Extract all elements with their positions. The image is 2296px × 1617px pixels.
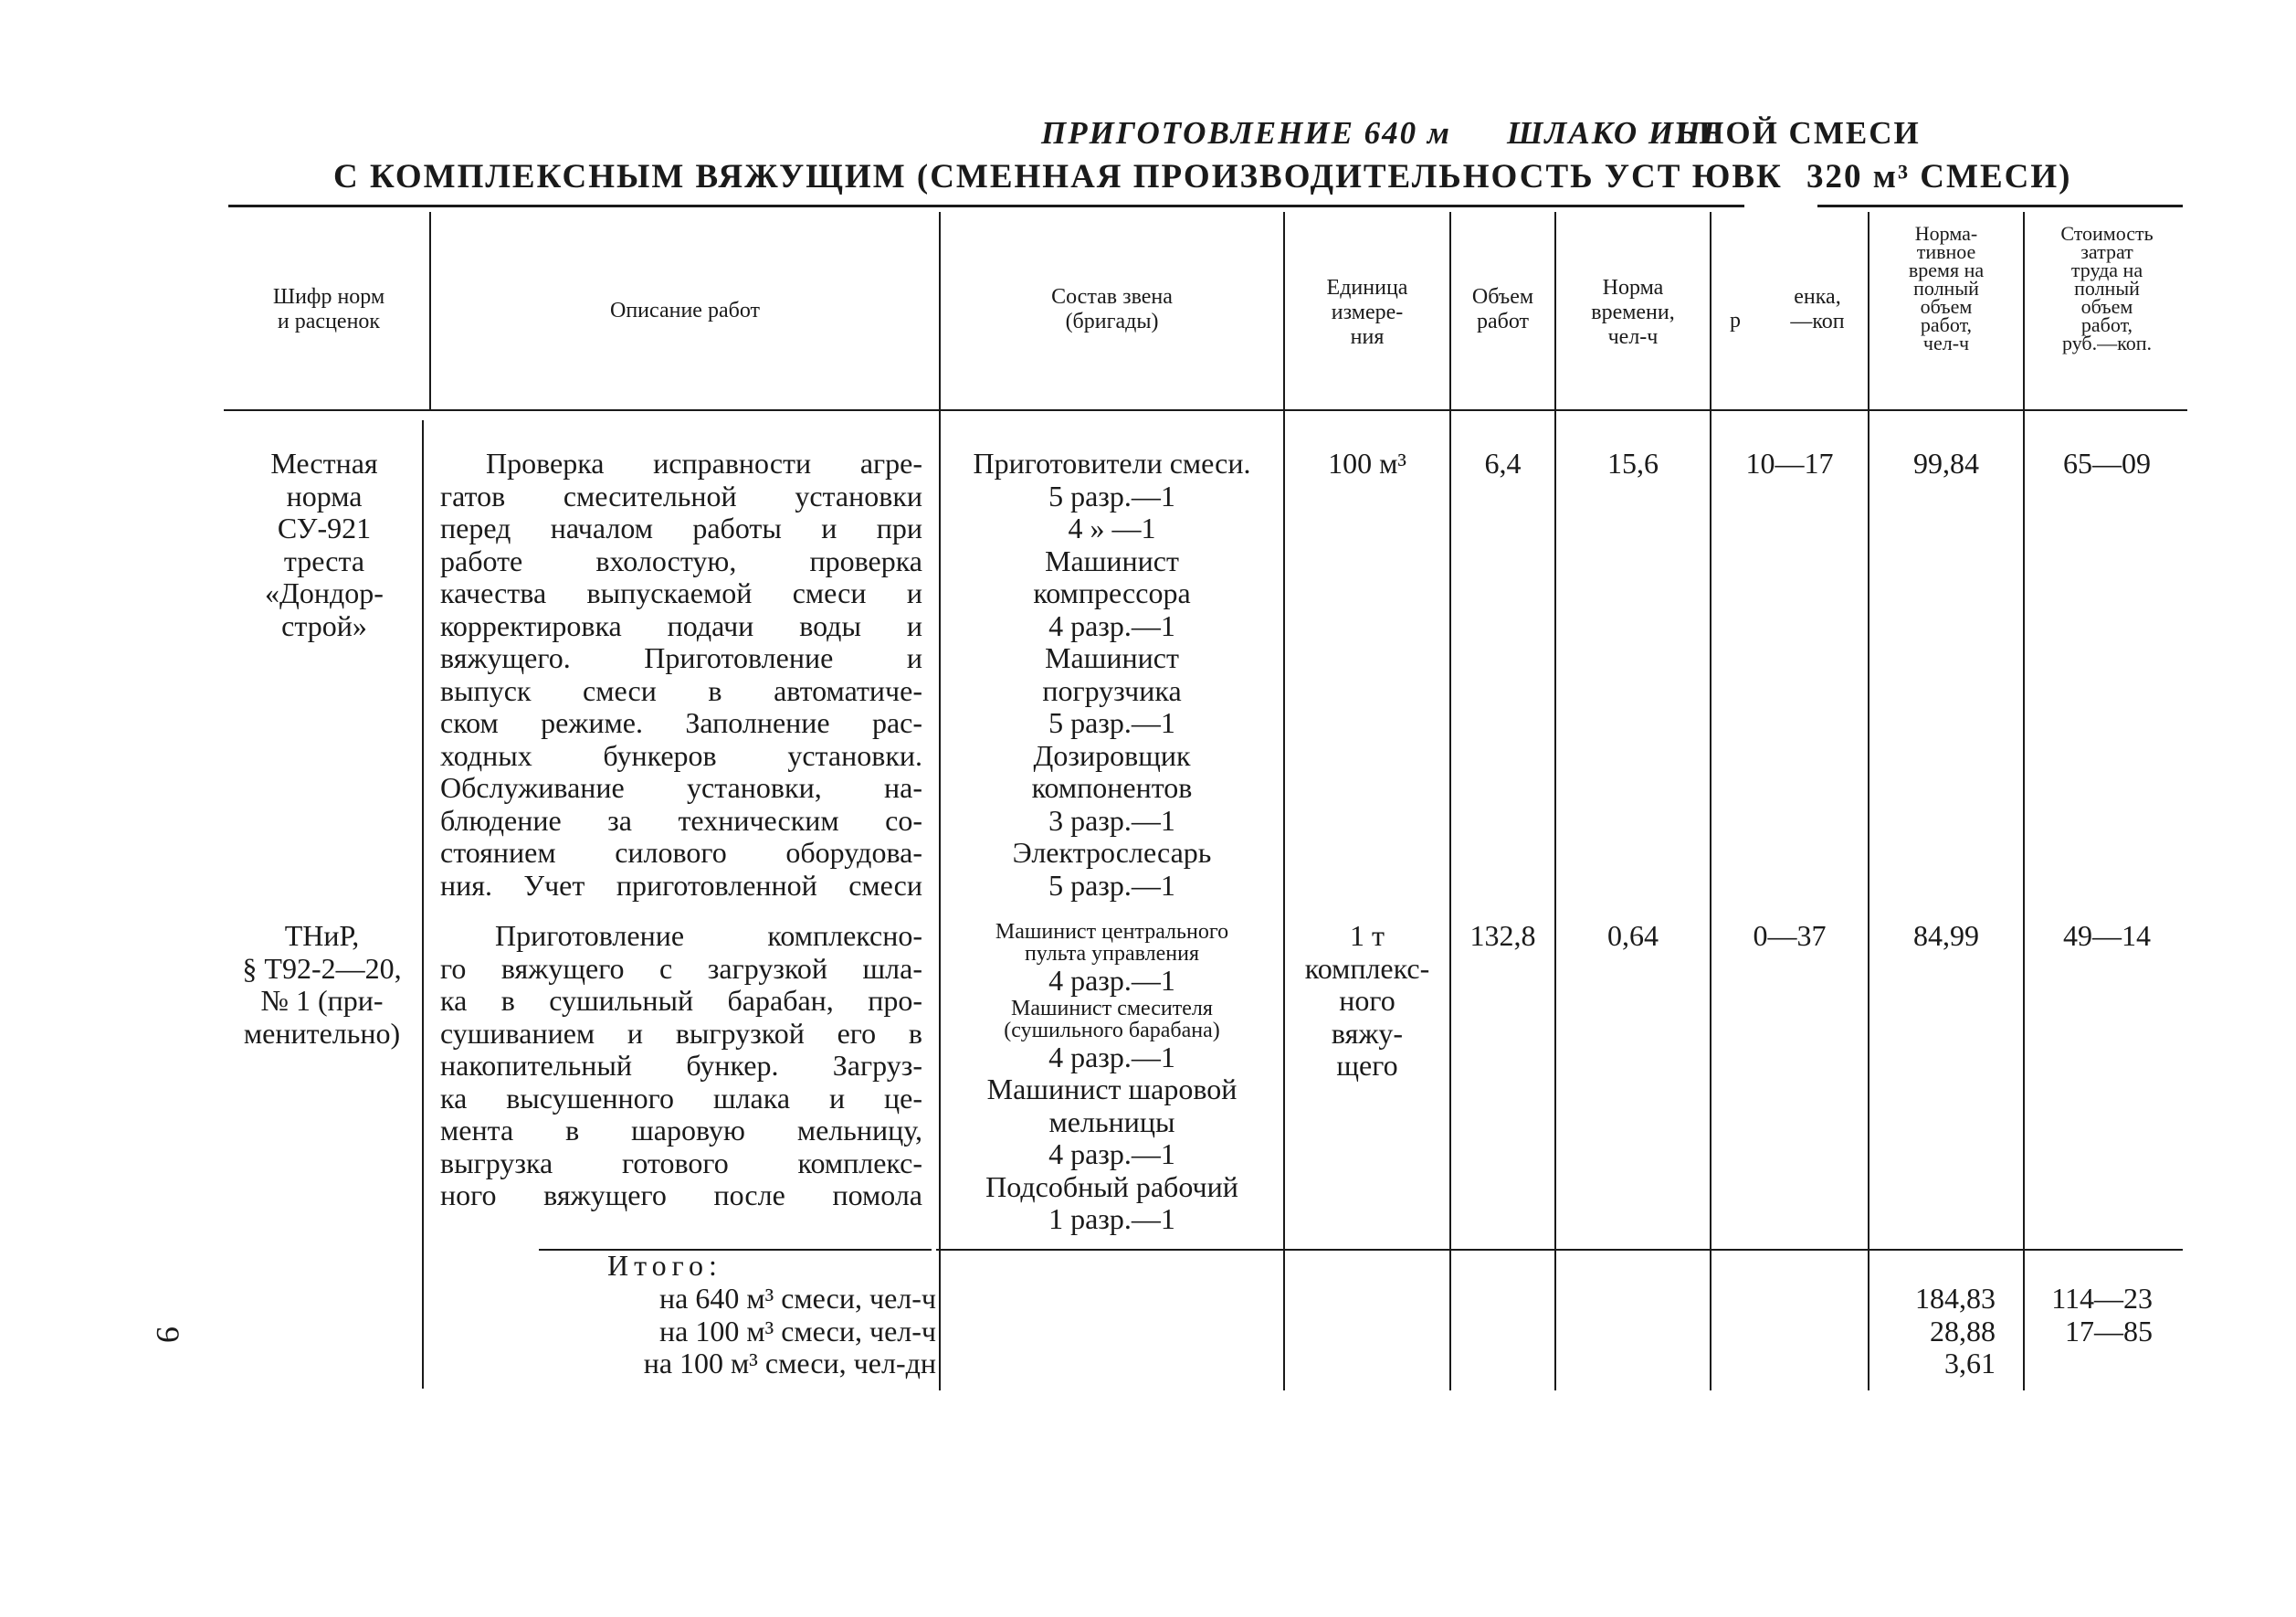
- header-volume: Объем работ: [1471, 285, 1534, 333]
- row2-norm-time-total: 84,99: [1913, 919, 1979, 952]
- row2-unit: 1 т комплекс- ного вяжу- щего: [1304, 919, 1430, 1082]
- row1-code: Местная норма СУ-921 треста «Дондор- строй»: [265, 447, 384, 642]
- row2-time-norm: 0,64: [1607, 919, 1659, 952]
- header-description: Описание работ: [610, 299, 760, 322]
- row2-labor-cost: 49—14: [2063, 919, 2151, 952]
- row1-volume: 6,4: [1484, 447, 1522, 480]
- row1-time-norm: 15,6: [1607, 447, 1659, 480]
- header-rate-left: р: [1730, 309, 1741, 333]
- header-labor-cost: Стоимость затрат труда на полный объем работ, руб.—коп.: [2060, 222, 2154, 354]
- title-line-2b: 320 м³ СМЕСИ): [1806, 158, 2072, 196]
- table-top-rule-right: [1817, 205, 2183, 207]
- totals-labor-cost: 114—23 17—85: [2051, 1282, 2153, 1348]
- totals-lines: на 640 м³ смеси, чел-ч на 100 м³ смеси, чел-ч на 100 м³ смеси, чел-дн: [643, 1282, 936, 1379]
- row2-rate: 0—37: [1753, 919, 1827, 952]
- totals-top-rule: [936, 1249, 2183, 1251]
- row2-crew: Машинист центрального пульта управления 4 разр.—1 Машинист смесителя (сушильного барабана) 4 разр.—1 Машинист шаровой мельницы 4 разр.—1 Подсобный рабочий 1 разр.—1: [985, 920, 1238, 1235]
- col-divider-7: [1868, 212, 1869, 1390]
- title-line-1b: ШЛАКО ИНЕ: [1507, 115, 1725, 151]
- totals-label-rule: [539, 1249, 932, 1251]
- header-crew: Состав звена (бригады): [1051, 285, 1173, 333]
- totals-norm-time-total: 184,83 28,88 3,61: [1915, 1282, 1996, 1379]
- row1-labor-cost: 65—09: [2063, 447, 2151, 480]
- row2-code: ТНиР, § Т92-2—20, № 1 (при- менительно): [242, 919, 402, 1050]
- title-line-2a: С КОМПЛЕКСНЫМ ВЯЖУЩИМ (СМЕННАЯ ПРОИЗВОДИТЕЛЬНОСТЬ УСТ ЮВК: [333, 158, 1783, 196]
- col-divider-8: [2023, 212, 2025, 1390]
- header-code: Шифр норм и расценок: [272, 285, 385, 333]
- row2-description: Приготовление комплексно- го вяжущего с загрузкой шла- ка в сушильный барабан, про- сушиванием и выгрузкой его в накопительный бункер. Загруз- ка высушенного шлака и це- мента в шаровую мельницу, выгрузка готового комплекс- ного вяжущего после помола: [440, 919, 922, 1211]
- row1-unit: 100 м³: [1328, 447, 1406, 480]
- col-divider-3: [1283, 212, 1285, 1390]
- row1-rate: 10—17: [1745, 447, 1834, 480]
- row1-description: Проверка исправности агре- гатов смесительной установки перед началом работы и при работе вхолостую, проверка качества выпускаемой смеси и корректировка подачи воды и вяжущего. Приготовление и выпуск смеси в автоматиче- ском режиме. Заполнение рас- ходных бункеров установки. Обслуживание установки, на- блюдение за техническим со- стоянием силового оборудова- ния. Учет приготовленной смеси: [440, 447, 922, 902]
- table-top-rule: [228, 205, 1744, 207]
- totals-label: Итого:: [607, 1249, 722, 1282]
- header-bottom-rule: [224, 409, 2187, 411]
- col-divider-4: [1449, 212, 1451, 1390]
- page-number: 9: [150, 1326, 186, 1343]
- col-divider-1b: [422, 420, 424, 1389]
- col-divider-5: [1554, 212, 1556, 1390]
- header-unit: Единица измере- ния: [1326, 276, 1408, 349]
- header-time-norm: Норма времени, чел-ч: [1591, 276, 1675, 349]
- row1-crew: Приготовители смеси. 5 разр.—1 4 » —1 Машинист компрессора 4 разр.—1 Машинист погрузчика 5 разр.—1 Дозировщик компонентов 3 разр.—1 Электрослесарь 5 разр.—1: [973, 447, 1251, 902]
- col-divider-6: [1710, 212, 1711, 1390]
- row2-volume: 132,8: [1469, 919, 1536, 952]
- header-norm-time-total: Норма- тивное время на полный объем работ, чел-ч: [1908, 222, 1985, 354]
- title-line-1c: ЬНОЙ СМЕСИ: [1676, 115, 1921, 151]
- row1-norm-time-total: 99,84: [1913, 447, 1979, 480]
- title-line-1a: ПРИГОТОВЛЕНИЕ 640 м: [1041, 115, 1451, 151]
- header-rate-right: енка, —коп: [1790, 285, 1845, 333]
